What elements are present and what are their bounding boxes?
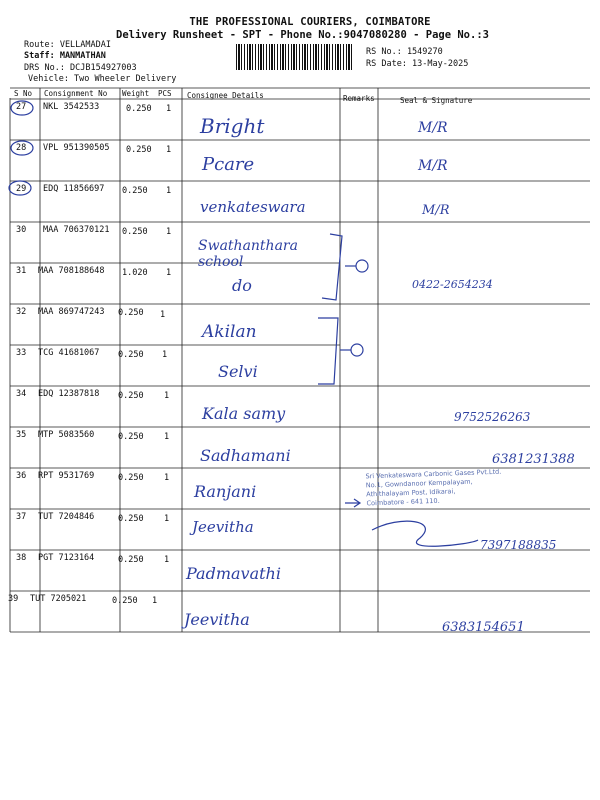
row-weight: 0.250	[118, 473, 144, 483]
row-pcs: 1	[164, 432, 170, 442]
row-consignee: Akilan	[202, 322, 257, 342]
row-weight: 0.250	[126, 145, 152, 155]
row-sno: 32	[16, 307, 27, 317]
row-consignee: Bright	[200, 114, 265, 138]
column-header-pcs: PCS	[158, 89, 172, 98]
row-signature: 7397188835	[480, 538, 557, 552]
row-weight: 0.250	[118, 350, 144, 360]
row-consignment-no: MTP 5083560	[38, 430, 95, 440]
row-consignee: Kala samy	[202, 404, 286, 423]
company-stamp	[365, 468, 502, 509]
row-consignee: Jeevitha	[192, 518, 254, 536]
drs-number: DRS No.: DCJB154927003	[24, 63, 137, 73]
row-weight: 0.250	[118, 514, 144, 524]
row-sno: 39	[8, 594, 19, 604]
row-consignment-no: EDQ 11856697	[43, 184, 105, 194]
row-consignment-no: TCG 41681067	[38, 348, 100, 358]
row-consignee: Jeevitha	[184, 610, 250, 629]
column-header-consignment: Consignment No	[44, 89, 108, 98]
row-consignee: Sadhamani	[200, 446, 291, 465]
column-header-consignee: Consignee Details	[187, 91, 264, 100]
column-header-weight: Weight	[122, 89, 150, 98]
row-pcs: 1	[164, 514, 170, 524]
row-pcs: 1	[164, 473, 170, 483]
row-weight: 0.250	[122, 186, 148, 196]
vehicle-label: Vehicle: Two Wheeler Delivery	[28, 74, 177, 84]
stamp-line: Sri Venkateswara Carbonic Gases Pvt.Ltd.	[365, 467, 502, 481]
row-pcs: 1	[160, 310, 166, 320]
rs-date: RS Date: 13-May-2025	[366, 59, 469, 69]
row-pcs: 1	[166, 227, 172, 237]
row-consignment-no: TUT 7204846	[38, 512, 95, 522]
row-consignee: Swathanthara school	[198, 238, 298, 270]
row-weight: 0.250	[112, 596, 138, 606]
row-pcs: 1	[164, 555, 170, 565]
row-weight: 0.250	[118, 308, 144, 318]
row-weight: 0.250	[118, 555, 144, 565]
row-consignment-no: MAA 706370121	[43, 225, 110, 235]
row-sno: 31	[16, 266, 27, 276]
row-consignment-no: MAA 708188648	[38, 266, 105, 276]
stamp-line: No.1, Gowndanoor Kempalayam,	[365, 477, 473, 490]
stamp-line: Coimbatore - 641 110.	[366, 496, 440, 508]
barcode	[236, 44, 352, 70]
row-signature: 6381231388	[492, 452, 575, 467]
row-weight: 0.250	[122, 227, 148, 237]
row-signature: 6383154651	[442, 620, 525, 635]
rs-meta	[366, 46, 468, 70]
row-pcs: 1	[162, 350, 168, 360]
row-sno: 37	[16, 512, 27, 522]
row-consignment-no: TUT 7205021	[30, 594, 87, 604]
column-header-sno: S No	[14, 89, 33, 98]
row-pcs: 1	[166, 186, 172, 196]
row-sno: 36	[16, 471, 27, 481]
column-header-seal: Seal & Signature	[400, 96, 473, 105]
column-header-remarks: Remarks	[343, 94, 375, 103]
rs-number: RS No.: 1549270	[366, 47, 443, 57]
row-consignment-no: MAA 869747243	[38, 307, 105, 317]
row-weight: 0.250	[118, 391, 144, 401]
row-consignment-no: EDQ 12387818	[38, 389, 100, 399]
route-label: Route: VELLAMADAI	[24, 40, 111, 50]
row-weight: 1.020	[122, 268, 148, 278]
row-pcs: 1	[166, 145, 172, 155]
row-pcs: 1	[152, 596, 158, 606]
row-consignee: do	[232, 276, 252, 295]
row-signature: M/R	[418, 120, 448, 136]
row-sno: 28	[16, 143, 27, 153]
row-sno: 30	[16, 225, 27, 235]
row-signature: M/R	[422, 203, 450, 218]
row-consignee: venkateswara	[200, 198, 306, 216]
row-consignment-no: PGT 7123164	[38, 553, 95, 563]
row-sno: 33	[16, 348, 27, 358]
row-consignee: Ranjani	[194, 482, 257, 501]
row-sno: 38	[16, 553, 27, 563]
row-consignee: Pcare	[202, 154, 255, 175]
row-consignee: Padmavathi	[186, 564, 281, 583]
page-title: THE PROFESSIONAL COURIERS, COIMBATORE	[189, 16, 431, 28]
row-signature: 0422-2654234	[412, 278, 493, 291]
row-weight: 0.250	[118, 432, 144, 442]
row-sno: 34	[16, 389, 27, 399]
row-signature: M/R	[418, 158, 448, 174]
row-sno: 35	[16, 430, 27, 440]
row-consignment-no: RPT 9531769	[38, 471, 95, 481]
row-weight: 0.250	[126, 104, 152, 114]
staff-label: Staff: MANMATHAN	[24, 51, 106, 61]
row-consignment-no: NKL 3542533	[43, 102, 100, 112]
runsheet-subtitle: Delivery Runsheet - SPT - Phone No.:9047080280 - Page No.:3	[116, 29, 489, 41]
row-consignment-no: VPL 951390505	[43, 143, 110, 153]
row-sno: 27	[16, 102, 27, 112]
row-consignee: Selvi	[218, 362, 258, 381]
row-pcs: 1	[166, 268, 172, 278]
stamp-line: Athithalayam Post, Idikarai,	[366, 487, 456, 499]
row-sno: 29	[16, 184, 27, 194]
row-pcs: 1	[164, 391, 170, 401]
row-signature: 9752526263	[454, 410, 531, 424]
row-pcs: 1	[166, 104, 172, 114]
